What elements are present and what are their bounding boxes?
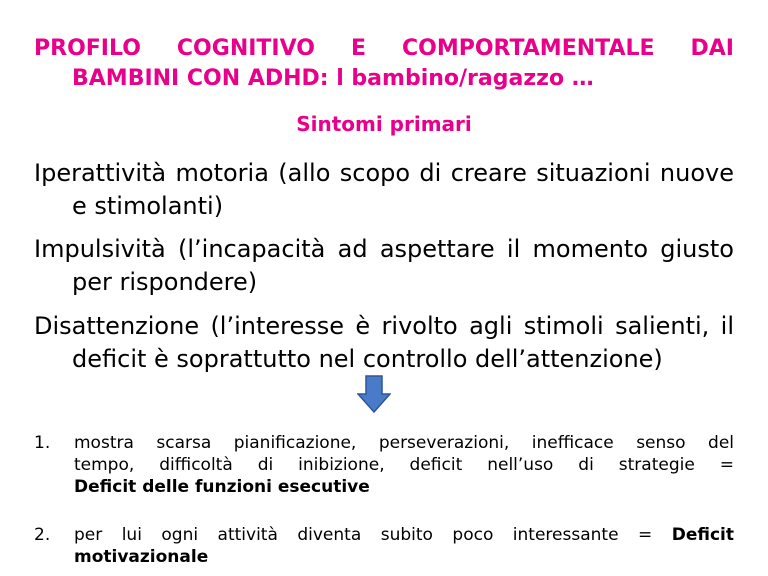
list-item-motivational xyxy=(34,524,734,568)
title-line-2: BAMBINI CON ADHD: l bambino/ragazzo … xyxy=(72,66,594,91)
list-item-conclusion: Deficit delle funzioni esecutive xyxy=(74,477,370,497)
symptom-line-1: Iperattività motoria (allo scopo di creare situazioni nuove xyxy=(34,159,734,187)
symptom-hyperactivity xyxy=(34,157,734,223)
symptom-impulsivity xyxy=(34,233,734,299)
list-item-executive-functions xyxy=(34,432,734,498)
title-line-1: PROFILO COGNITIVO E COMPORTAMENTALE DAI xyxy=(34,36,734,61)
list-item-line-1 xyxy=(74,524,734,546)
list-item-number: 1. xyxy=(34,433,51,453)
symptom-line-2: e stimolanti) xyxy=(72,192,224,220)
symptom-line-1: Impulsività (l’incapacità ad aspettare il momento giusto xyxy=(34,235,734,263)
list-item-conclusion: motivazionale xyxy=(74,547,209,567)
arrow-down-icon xyxy=(357,375,391,413)
list-item-line-2: tempo, difficoltà di inibizione, deficit nell’uso di strategie = xyxy=(74,455,734,475)
symptom-line-2: per rispondere) xyxy=(72,268,258,296)
list-item-text: per lui ogni attività diventa subito poco interessante = xyxy=(74,525,653,545)
list-item-conclusion-start: Deficit xyxy=(671,525,734,545)
list-item-number: 2. xyxy=(34,525,51,545)
symptom-inattention xyxy=(34,310,734,376)
list-item-line-1: mostra scarsa pianificazione, perseverazioni, inefficace senso del xyxy=(74,433,734,453)
slide-subtitle: Sintomi primari xyxy=(296,112,472,136)
symptom-line-2: deficit è soprattutto nel controllo dell’attenzione) xyxy=(72,345,663,373)
slide-title xyxy=(34,34,734,94)
symptom-line-1: Disattenzione (l’interesse è rivolto agli stimoli salienti, il xyxy=(34,312,734,340)
